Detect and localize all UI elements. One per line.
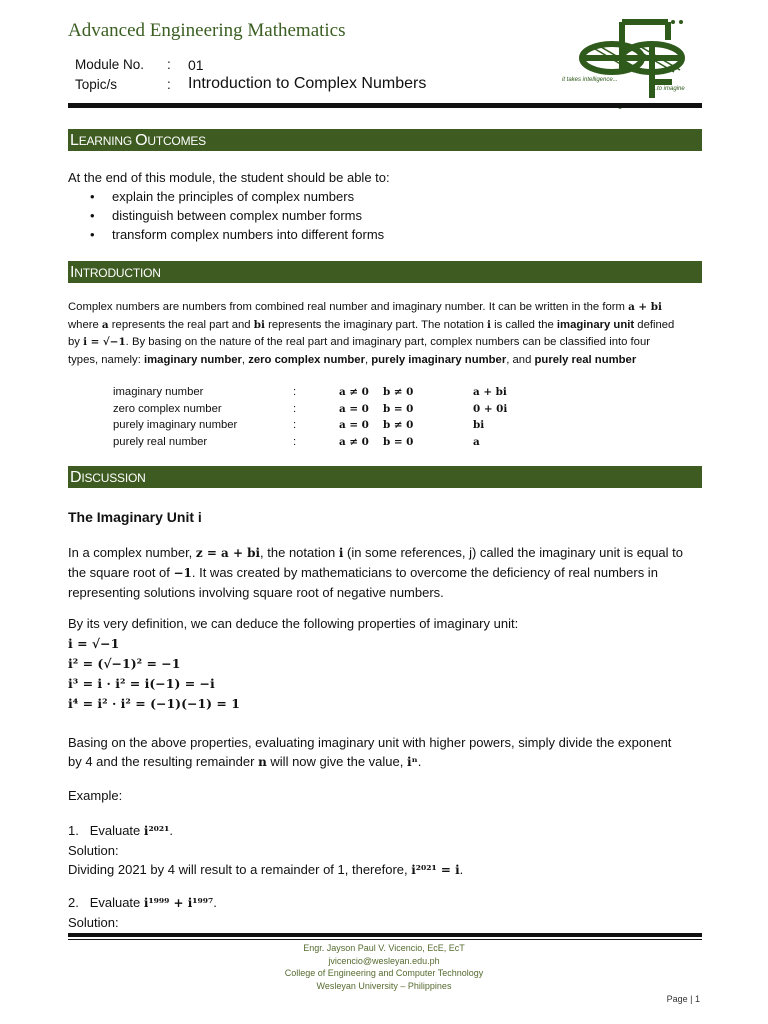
- logo-graphic-icon: [560, 14, 700, 110]
- outcomes-intro: At the end of this module, the student should be able to:: [68, 170, 390, 185]
- property-line: i⁴ = i² · i² = (−1)(−1) = 1: [68, 696, 240, 711]
- university-logo: [560, 14, 700, 110]
- discussion-paragraph-2: By its very definition, we can deduce the following properties of imaginary unit:: [68, 616, 519, 631]
- subsection-title: The Imaginary Unit i: [68, 509, 202, 525]
- example-2: 2. Evaluate i¹⁹⁹⁹ + i¹⁹⁹⁷. Solution:: [68, 895, 217, 930]
- course-title: Advanced Engineering Mathematics: [68, 20, 346, 41]
- footer-author: Engr. Jayson Paul V. Vicencio, EcE, EcT: [303, 943, 465, 953]
- discussion-paragraph-1: In a complex number, z = a + bi, the notation i (in some references, j) called the imaginary unit is equal to the square root of −1. It was created by mathematicians to overcome the deficiency of real numbers in representing solutions involving square root of negative numbers.: [68, 545, 683, 600]
- topic-label: Topic/s: [75, 77, 118, 92]
- module-label: Module No.: [75, 57, 145, 72]
- example-label: Example:: [68, 788, 123, 803]
- module-colon: :: [167, 57, 171, 72]
- outcomes-list: [68, 187, 702, 244]
- discussion-heading: DISCUSSION: [68, 466, 702, 488]
- introduction-paragraph: Complex numbers are numbers from combined real number and imaginary number. It can be written in the form a + bi where a represents the real part and bi represents the imaginary part. The notation i is called the imaginary unit defined by i = √−1. By basing on the nature of the real part and imaginary part, complex numbers can be classified into four types, namely: imaginary number, zero complex number, purely imaginary number, and purely real number: [68, 301, 675, 366]
- property-line: i² = (√−1)² = −1: [68, 656, 181, 671]
- header-rule: [68, 103, 702, 108]
- list-item: • distinguish between complex number forms: [68, 206, 702, 225]
- introduction-heading: INTRODUCTION: [68, 261, 702, 283]
- logo-tagline-right: ...to imagine: [652, 86, 685, 92]
- imaginary-unit-properties: [68, 634, 240, 714]
- property-line: i³ = i · i² = i(−1) = −i: [68, 676, 215, 691]
- discussion-paragraph-3: Basing on the above properties, evaluating imaginary unit with higher powers, simply divide the exponent by 4 and the resulting remainder n will now give the value, iⁿ.: [68, 735, 672, 769]
- page-number: Page | 1: [666, 994, 700, 1004]
- learning-outcomes-heading: LEARNING OUTCOMES: [68, 129, 702, 151]
- example-1: 1. Evaluate i²⁰²¹. Solution: Dividing 2021 by 4 will result to a remainder of 1, therefore, i²⁰²¹ = i.: [68, 823, 464, 877]
- footer-university: Wesleyan University – Philippines: [316, 980, 452, 991]
- list-item: • transform complex numbers into different forms: [68, 225, 702, 244]
- list-item: • explain the principles of complex numbers: [68, 187, 702, 206]
- footer-info: [0, 942, 768, 992]
- footer-rule-thin: [68, 939, 702, 940]
- module-value: 01: [188, 57, 204, 73]
- footer-college: College of Engineering and Computer Technology: [284, 968, 484, 979]
- topic-colon: :: [167, 77, 171, 92]
- footer-email[interactable]: jvicencio@wesleyan.edu.ph: [328, 955, 440, 966]
- property-line: i = √−1: [68, 636, 120, 651]
- logo-tagline-left: it takes intelligence...: [562, 77, 618, 83]
- topic-value: Introduction to Complex Numbers: [188, 75, 427, 92]
- footer-rule-thick: [68, 933, 702, 937]
